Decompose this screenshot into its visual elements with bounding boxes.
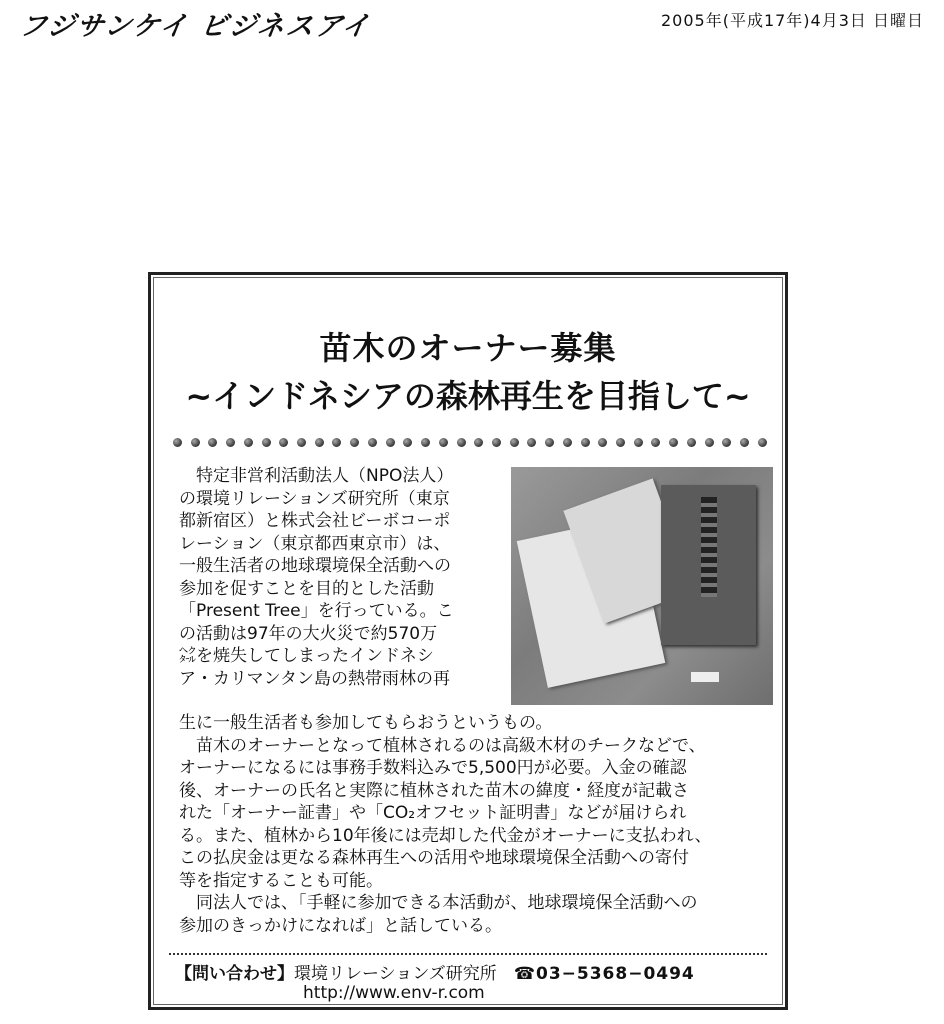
article-line: の環境リレーションズ研究所（東京: [179, 488, 450, 509]
footer-divider: [169, 953, 767, 955]
article-paragraph-intro: [179, 465, 509, 690]
divider-dot: [740, 438, 749, 447]
dotted-divider: [173, 435, 767, 449]
issue-date: 2005年(平成17年)4月3日 日曜日: [660, 11, 924, 30]
photo-tag: [691, 672, 719, 682]
divider-dot: [492, 438, 501, 447]
divider-dot: [758, 438, 767, 447]
divider-dot: [332, 438, 341, 447]
divider-dot: [191, 438, 200, 447]
article-clipping: [148, 272, 788, 1010]
divider-dot: [262, 438, 271, 447]
article-paragraph-body: 生に一般生活者も参加してもらおうというもの。 苗木のオーナーとなって植林されるのは高級木材のチークなどで、 オーナーになるには事務手数料込みで5,500円が必要。入金の確認 後、オーナーの氏名と実際に植林された苗木の緯度・経度が記載さ れた「オーナー証書」や「CO₂オフセット証明書」などが届けられ る。また、植林から10年後には売却した代金がオーナーに支払われ、 この払戻金は更なる森林再生への活用や地球環境保全活動への寄付 等を指定することも可能。 同法人では、「手軽に参加できる本活動が、地球環境保全活動への 参加のきっかけになれば」と話している。: [179, 713, 712, 936]
article-subheadline: ~インドネシアの森林再生を目指して~: [185, 377, 751, 415]
certificate-folder: [661, 485, 756, 645]
article-line: レーション（東京都西東京市）は、: [179, 533, 451, 554]
divider-dot: [705, 438, 714, 447]
contact-phone: ☎03−5368−0494: [513, 964, 695, 984]
contact-info: [175, 959, 695, 984]
divider-dot: [634, 438, 643, 447]
divider-dot: [457, 438, 466, 447]
certificate-photo: [511, 467, 773, 705]
divider-dot: [616, 438, 625, 447]
divider-dot: [208, 438, 217, 447]
article-line: ㌶を焼失してしまったインドネシ: [179, 646, 434, 666]
article-headline: 苗木のオーナー募集: [319, 329, 617, 367]
divider-dot: [279, 438, 288, 447]
divider-dot: [403, 438, 412, 447]
divider-dot: [722, 438, 731, 447]
divider-dot: [421, 438, 430, 447]
divider-dot: [563, 438, 572, 447]
divider-dot: [651, 438, 660, 447]
divider-dot: [669, 438, 678, 447]
article-line: 「Present Tree」を行っている。こ: [179, 601, 454, 621]
divider-dot: [297, 438, 306, 447]
divider-dot: [386, 438, 395, 447]
divider-dot: [581, 438, 590, 447]
contact-url: http://www.env-r.com: [303, 983, 485, 1003]
newspaper-masthead: フジサンケイ ビジネスアイ: [17, 11, 374, 42]
divider-dot: [474, 438, 483, 447]
contact-organization: 環境リレーションズ研究所: [294, 964, 497, 984]
divider-dot: [598, 438, 607, 447]
article-line: の活動は97年の大火災で約570万: [179, 623, 438, 644]
article-line: 特定非営利活動法人（NPO法人）: [179, 466, 454, 486]
divider-dot: [527, 438, 536, 447]
contact-label: 【問い合わせ】: [175, 964, 294, 984]
article-line: ア・カリマンタン島の熱帯雨林の再: [179, 668, 450, 689]
article-line: 都新宿区）と株式会社ビーボコーポ: [179, 511, 451, 531]
divider-dot: [226, 438, 235, 447]
divider-dot: [510, 438, 519, 447]
divider-dot: [368, 438, 377, 447]
divider-dot: [687, 438, 696, 447]
article-line: 参加を促すことを目的とした活動: [179, 578, 434, 599]
article-line: 一般生活者の地球環境保全活動への: [179, 556, 451, 576]
divider-dot: [439, 438, 448, 447]
divider-dot: [350, 438, 359, 447]
divider-dot: [173, 438, 182, 447]
divider-dot: [315, 438, 324, 447]
divider-dot: [244, 438, 253, 447]
divider-dot: [545, 438, 554, 447]
